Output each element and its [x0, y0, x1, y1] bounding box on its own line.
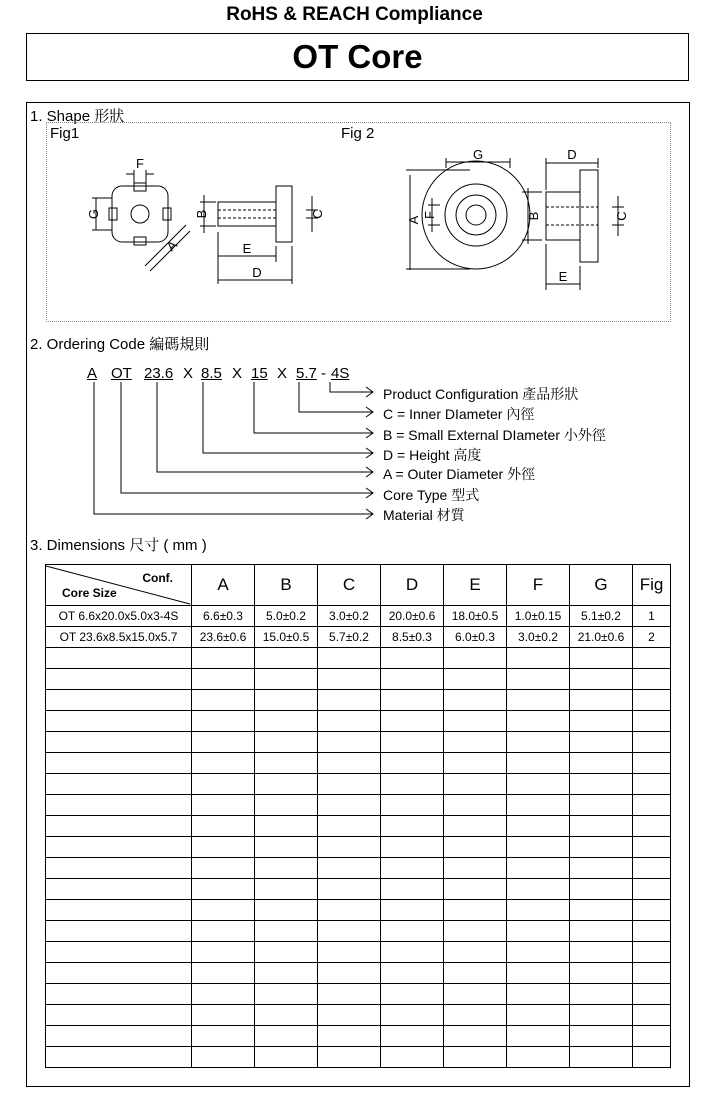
table-cell: [255, 963, 318, 984]
table-row: [46, 795, 671, 816]
code-part-type: OT: [111, 365, 132, 382]
table-cell-core-size: [46, 669, 192, 690]
table-cell: [633, 963, 671, 984]
table-cell: [318, 774, 381, 795]
table-row: [46, 900, 671, 921]
table-cell: [192, 774, 255, 795]
fig1-label-e: E: [242, 241, 252, 256]
table-cell: [381, 795, 444, 816]
table-cell: 23.6±0.6: [192, 627, 255, 648]
table-cell: [381, 1005, 444, 1026]
table-cell: [255, 900, 318, 921]
table-cell: [192, 1005, 255, 1026]
fig2-side-view: [522, 158, 624, 290]
table-cell: [507, 711, 570, 732]
table-cell: [570, 816, 633, 837]
table-cell-core-size: [46, 858, 192, 879]
table-cell: [192, 753, 255, 774]
table-cell-core-size: [46, 753, 192, 774]
table-cell: [255, 879, 318, 900]
table-cell: 5.0±0.2: [255, 606, 318, 627]
table-cell: [192, 1047, 255, 1068]
table-cell: [381, 753, 444, 774]
table-cell: [318, 963, 381, 984]
table-cell: [381, 942, 444, 963]
table-cell: [192, 732, 255, 753]
table-row: [46, 606, 671, 627]
table-cell: [381, 900, 444, 921]
col-header-a: A: [192, 565, 255, 606]
table-cell: [381, 711, 444, 732]
table-cell: [192, 900, 255, 921]
table-cell: [633, 837, 671, 858]
table-cell: [444, 753, 507, 774]
col-header-fig: Fig: [633, 565, 671, 606]
table-row: [46, 963, 671, 984]
table-row: [46, 732, 671, 753]
fig1-label-b: B: [194, 209, 209, 219]
fig1-label-g: G: [86, 208, 101, 220]
code-part-config: 4S: [331, 365, 350, 382]
table-cell: [318, 1026, 381, 1047]
table-cell: [507, 795, 570, 816]
table-row: [46, 711, 671, 732]
code-part-small-ext: 15: [251, 365, 268, 382]
code-part-inner: 5.7: [296, 365, 317, 382]
table-cell: [192, 690, 255, 711]
col-header-f: F: [507, 565, 570, 606]
table-cell: [381, 1026, 444, 1047]
table-cell-core-size: [46, 690, 192, 711]
table-cell: [633, 753, 671, 774]
table-cell: [318, 648, 381, 669]
table-cell: [192, 858, 255, 879]
table-cell: [444, 669, 507, 690]
table-cell: [381, 963, 444, 984]
fig1-label-a: A: [163, 237, 181, 255]
table-cell: [255, 711, 318, 732]
table-cell: [444, 690, 507, 711]
table-cell: [192, 921, 255, 942]
table-cell: 5.1±0.2: [570, 606, 633, 627]
table-row: [46, 816, 671, 837]
table-row: [46, 942, 671, 963]
table-cell: [192, 669, 255, 690]
table-cell: [255, 669, 318, 690]
table-cell: [192, 963, 255, 984]
fig2-label: Fig 2: [341, 125, 375, 142]
compliance-heading: RoHS & REACH Compliance: [226, 4, 483, 25]
table-cell: [570, 711, 633, 732]
table-cell: [318, 921, 381, 942]
dimensions-heading: 3. Dimensions 尺寸 ( mm ): [30, 537, 207, 554]
table-cell: [507, 816, 570, 837]
table-cell: [570, 774, 633, 795]
table-cell: [633, 1047, 671, 1068]
table-cell: [381, 690, 444, 711]
desc-config: Product Configuration 產品形狀: [383, 386, 579, 402]
table-cell: [381, 816, 444, 837]
table-cell: [444, 942, 507, 963]
code-sep-2: X: [232, 365, 243, 382]
table-cell: [444, 1005, 507, 1026]
table-cell-core-size: OT 6.6x20.0x5.0x3-4S: [46, 606, 192, 627]
fig2-label-c: C: [614, 211, 629, 221]
col-header-b: B: [255, 565, 318, 606]
col-header-g: G: [570, 565, 633, 606]
table-cell: [381, 669, 444, 690]
table-cell: [570, 648, 633, 669]
table-row: [46, 984, 671, 1005]
table-cell: [318, 795, 381, 816]
table-cell-core-size: [46, 732, 192, 753]
fig2-label-f: F: [422, 211, 437, 219]
table-cell: [633, 1005, 671, 1026]
table-cell: [381, 858, 444, 879]
table-cell: [633, 900, 671, 921]
table-cell: 20.0±0.6: [381, 606, 444, 627]
table-cell: [633, 732, 671, 753]
table-cell: [381, 774, 444, 795]
code-part-outer: 23.6: [144, 365, 174, 382]
table-cell: [633, 921, 671, 942]
fig2-label-g: G: [472, 147, 484, 162]
table-cell: [381, 1047, 444, 1068]
table-cell: [570, 1047, 633, 1068]
table-cell: [318, 942, 381, 963]
table-cell-core-size: [46, 711, 192, 732]
table-cell: [507, 921, 570, 942]
table-cell: [444, 732, 507, 753]
table-cell: [255, 774, 318, 795]
table-cell: [381, 921, 444, 942]
table-cell: [570, 669, 633, 690]
desc-small-ext: B = Small External DIameter 小外徑: [383, 427, 606, 443]
table-cell: 1: [633, 606, 671, 627]
table-cell-core-size: [46, 942, 192, 963]
table-cell: [255, 1026, 318, 1047]
table-cell: [444, 1047, 507, 1068]
table-row: [46, 648, 671, 669]
table-cell: [192, 837, 255, 858]
table-cell: [444, 963, 507, 984]
table-cell: [318, 669, 381, 690]
table-cell: [633, 1026, 671, 1047]
table-cell: [255, 942, 318, 963]
table-cell: [444, 648, 507, 669]
table-cell: [255, 1005, 318, 1026]
table-row: [46, 921, 671, 942]
table-cell-core-size: [46, 816, 192, 837]
fig1-label: Fig1: [50, 125, 80, 142]
table-row: [46, 669, 671, 690]
ordering-heading: 2. Ordering Code 編碼規則: [30, 336, 210, 353]
table-cell: [507, 984, 570, 1005]
table-cell: [318, 1047, 381, 1068]
table-cell: [633, 879, 671, 900]
table-cell: [507, 753, 570, 774]
table-cell: [633, 669, 671, 690]
table-cell: [318, 858, 381, 879]
table-cell: [318, 1005, 381, 1026]
table-cell-core-size: [46, 921, 192, 942]
table-cell: [507, 732, 570, 753]
table-cell: [255, 732, 318, 753]
desc-outer: A = Outer Diameter 外徑: [383, 466, 536, 482]
col-header-c: C: [318, 565, 381, 606]
desc-height: D = Height 高度: [383, 447, 482, 463]
table-cell: [444, 879, 507, 900]
fig1-label-d: D: [252, 265, 262, 280]
table-cell: [255, 648, 318, 669]
table-cell: [255, 837, 318, 858]
table-cell: [633, 690, 671, 711]
table-cell: [444, 774, 507, 795]
table-cell: [318, 837, 381, 858]
table-cell: [192, 879, 255, 900]
table-cell: [444, 921, 507, 942]
table-cell: [507, 690, 570, 711]
table-cell: [381, 879, 444, 900]
table-cell-core-size: [46, 837, 192, 858]
table-cell: [318, 816, 381, 837]
table-row: [46, 690, 671, 711]
table-cell: 6.6±0.3: [192, 606, 255, 627]
table-cell: [570, 879, 633, 900]
table-cell-core-size: [46, 774, 192, 795]
table-cell: [570, 900, 633, 921]
table-header-row: [46, 565, 671, 606]
table-row: [46, 753, 671, 774]
table-cell: [381, 837, 444, 858]
table-cell: [570, 732, 633, 753]
table-cell: [633, 984, 671, 1005]
table-cell-core-size: [46, 984, 192, 1005]
fig1-label-c: C: [310, 209, 325, 219]
table-cell: 6.0±0.3: [444, 627, 507, 648]
table-cell: 1.0±0.15: [507, 606, 570, 627]
table-cell-core-size: [46, 900, 192, 921]
table-cell: [444, 900, 507, 921]
table-cell: [444, 1026, 507, 1047]
table-cell: [570, 690, 633, 711]
col-header-e: E: [444, 565, 507, 606]
table-row: [46, 1026, 671, 1047]
table-cell: [444, 816, 507, 837]
table-cell: [507, 942, 570, 963]
fig1-label-f: F: [136, 156, 144, 171]
code-part-height: 8.5: [201, 365, 222, 382]
table-cell: [255, 753, 318, 774]
table-cell: [255, 858, 318, 879]
table-cell: [507, 669, 570, 690]
table-cell: [507, 879, 570, 900]
table-cell: [318, 879, 381, 900]
table-row: [46, 1047, 671, 1068]
table-cell: [444, 984, 507, 1005]
table-cell: [192, 1026, 255, 1047]
table-cell: 3.0±0.2: [318, 606, 381, 627]
table-cell-core-size: [46, 1047, 192, 1068]
table-cell: [570, 1026, 633, 1047]
table-row: [46, 627, 671, 648]
fig2-label-d: D: [567, 147, 577, 162]
table-cell: [444, 837, 507, 858]
table-cell: [633, 816, 671, 837]
table-cell: [507, 648, 570, 669]
table-cell: [507, 774, 570, 795]
table-cell: [570, 837, 633, 858]
table-cell: [192, 984, 255, 1005]
page-title: OT Core: [26, 33, 689, 81]
table-cell: [570, 921, 633, 942]
table-cell: [255, 690, 318, 711]
table-cell: [318, 690, 381, 711]
table-cell: [633, 711, 671, 732]
table-cell: [444, 858, 507, 879]
table-cell: [633, 795, 671, 816]
table-row: [46, 837, 671, 858]
table-cell-core-size: [46, 648, 192, 669]
code-part-material: A: [87, 365, 98, 382]
fig2-label-b: B: [526, 211, 541, 221]
table-cell: [633, 858, 671, 879]
table-cell: [570, 753, 633, 774]
table-row: [46, 879, 671, 900]
table-cell: [255, 921, 318, 942]
table-cell: [318, 984, 381, 1005]
table-cell: [255, 816, 318, 837]
fig2-label-a: A: [406, 215, 421, 225]
fig2-label-e: E: [558, 269, 568, 284]
table-cell: 15.0±0.5: [255, 627, 318, 648]
table-row: [46, 1005, 671, 1026]
table-cell-core-size: [46, 795, 192, 816]
table-corner-cell: [46, 565, 192, 606]
table-cell: [192, 942, 255, 963]
table-cell: [381, 648, 444, 669]
table-cell: [444, 795, 507, 816]
table-cell: [255, 795, 318, 816]
col-header-d: D: [381, 565, 444, 606]
code-sep-3: X: [277, 365, 288, 382]
table-cell: 18.0±0.5: [444, 606, 507, 627]
table-cell: [570, 984, 633, 1005]
table-cell: [570, 963, 633, 984]
table-cell: [255, 1047, 318, 1068]
table-cell: [507, 837, 570, 858]
table-cell: [633, 648, 671, 669]
corner-size-label: Core Size: [62, 586, 117, 600]
table-cell: [192, 711, 255, 732]
table-cell: [633, 774, 671, 795]
desc-type: Core Type 型式: [383, 487, 480, 503]
table-cell: [507, 900, 570, 921]
table-cell: [507, 858, 570, 879]
table-cell: [507, 963, 570, 984]
table-cell-core-size: [46, 1005, 192, 1026]
table-cell-core-size: OT 23.6x8.5x15.0x5.7: [46, 627, 192, 648]
table-cell: [507, 1026, 570, 1047]
table-cell: [570, 942, 633, 963]
table-cell: 5.7±0.2: [318, 627, 381, 648]
table-cell: [570, 858, 633, 879]
table-cell: [570, 795, 633, 816]
table-row: [46, 858, 671, 879]
table-cell: [192, 816, 255, 837]
table-cell: [444, 711, 507, 732]
table-cell: [318, 753, 381, 774]
shape-heading: 1. Shape 形狀: [30, 108, 125, 125]
table-cell: [255, 984, 318, 1005]
table-cell-core-size: [46, 879, 192, 900]
dimensions-table: [45, 564, 671, 1068]
corner-conf-label: Conf.: [142, 571, 173, 585]
table-cell: 21.0±0.6: [570, 627, 633, 648]
table-cell-core-size: [46, 1026, 192, 1047]
table-cell: [381, 984, 444, 1005]
table-row: [46, 774, 671, 795]
table-cell: 2: [633, 627, 671, 648]
desc-material: Material 材質: [383, 507, 465, 523]
code-dash: -: [321, 365, 326, 382]
table-cell: 3.0±0.2: [507, 627, 570, 648]
table-cell-core-size: [46, 963, 192, 984]
table-cell: [318, 711, 381, 732]
table-cell: [192, 795, 255, 816]
table-cell: [570, 1005, 633, 1026]
table-cell: 8.5±0.3: [381, 627, 444, 648]
table-cell: [318, 732, 381, 753]
table-body: [46, 606, 671, 1068]
desc-inner: C = Inner DIameter 內徑: [383, 406, 535, 422]
table-cell: [507, 1005, 570, 1026]
table-cell: [192, 648, 255, 669]
table-cell: [633, 942, 671, 963]
table-cell: [318, 900, 381, 921]
fig1-front-view: [92, 170, 190, 271]
table-cell: [381, 732, 444, 753]
table-cell: [507, 1047, 570, 1068]
ordering-connectors: [94, 382, 373, 519]
code-sep-1: X: [183, 365, 194, 382]
